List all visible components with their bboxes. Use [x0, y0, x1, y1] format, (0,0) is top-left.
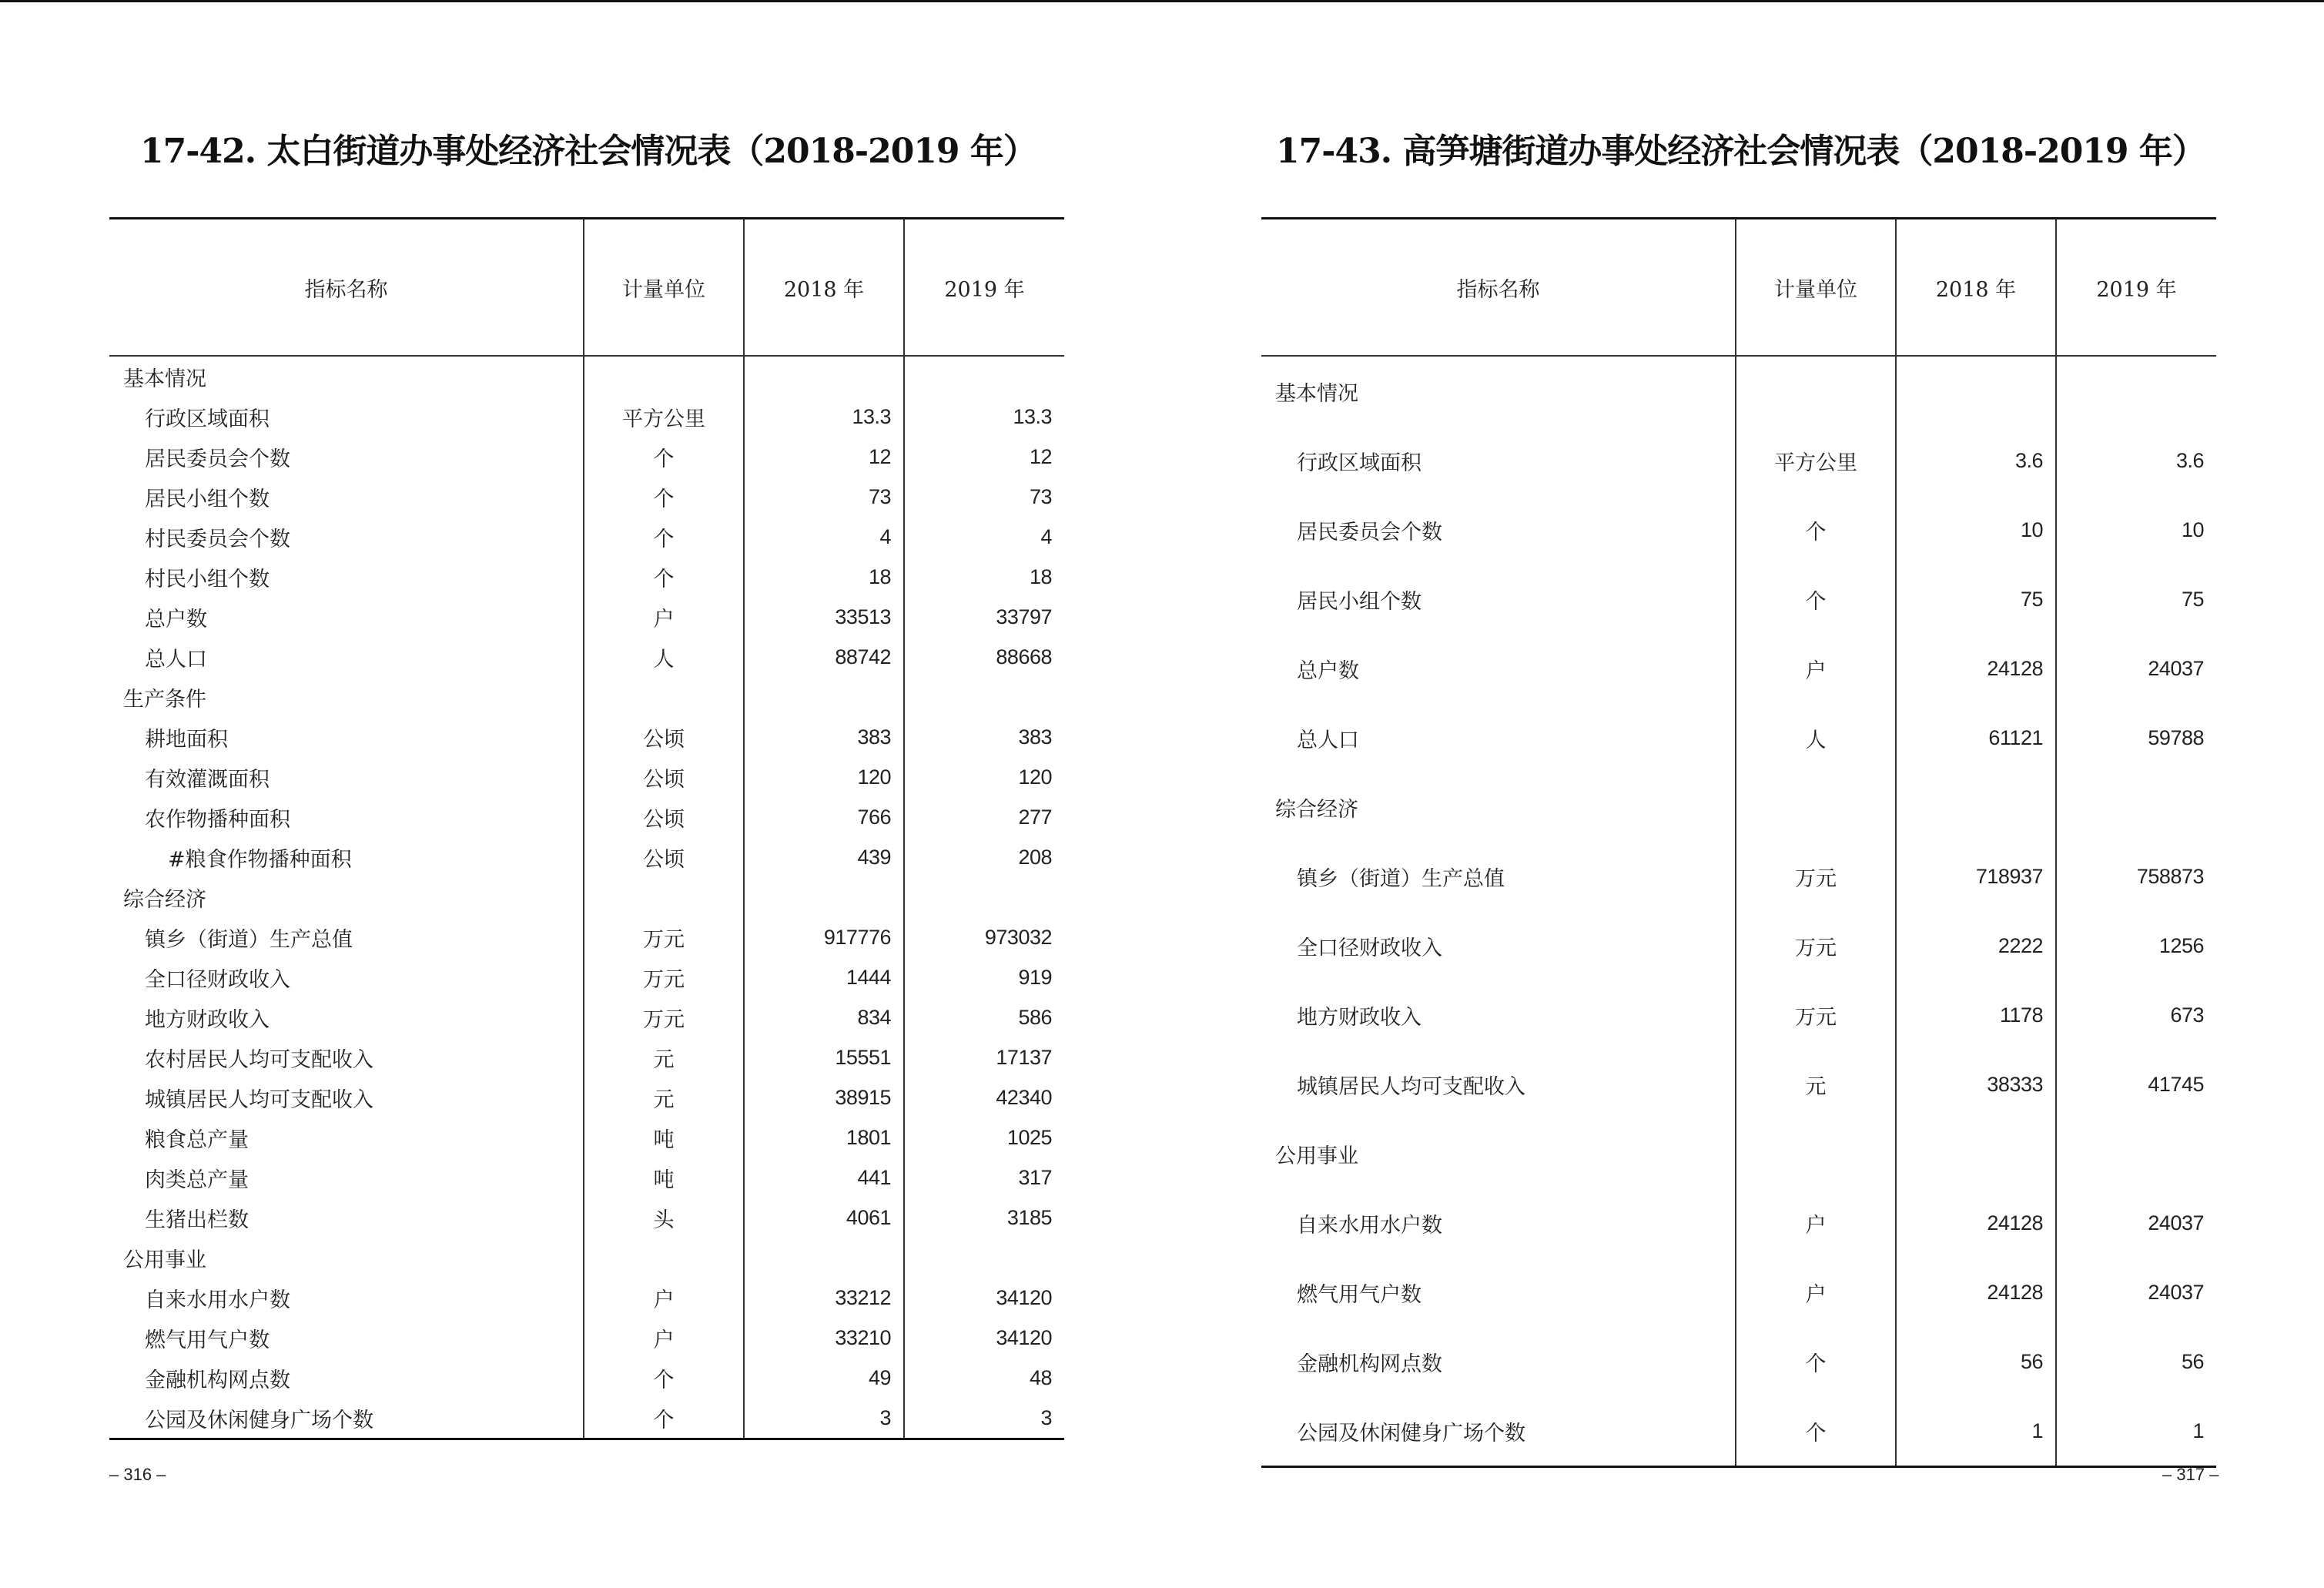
- unit-cell: 户: [584, 1278, 744, 1318]
- table-row: [109, 837, 1064, 877]
- value-2018: 75: [1896, 565, 2056, 634]
- unit-cell: 个: [1736, 1327, 1896, 1396]
- value-2019: 673: [2056, 980, 2216, 1050]
- indicator-name: 金融机构网点数: [145, 1368, 290, 1392]
- value-2019: 34120: [904, 1318, 1064, 1358]
- value-2018: 4: [744, 517, 904, 557]
- value-2018: [1896, 1119, 2056, 1188]
- table-row: [109, 1358, 1064, 1398]
- value-2019: 1256: [2056, 911, 2216, 980]
- unit-cell: [1736, 356, 1896, 426]
- value-2019: 10: [2056, 495, 2216, 565]
- indicator-name: 行政区域面积: [145, 407, 270, 431]
- table-row: [109, 1157, 1064, 1198]
- unit-cell: 万元: [584, 997, 744, 1037]
- value-2018: 10: [1896, 495, 2056, 565]
- value-2019: 383: [904, 717, 1064, 757]
- header-row: [1261, 219, 2216, 357]
- unit-cell: [584, 356, 744, 397]
- value-2019: 3185: [904, 1198, 1064, 1238]
- table-row: [109, 517, 1064, 557]
- value-2018: 441: [744, 1157, 904, 1198]
- value-2019: 12: [904, 437, 1064, 477]
- value-2019: 24037: [2056, 1258, 2216, 1327]
- table-row: [1261, 842, 2216, 911]
- unit-cell: 个: [584, 437, 744, 477]
- table-row: [1261, 1050, 2216, 1119]
- header-2019: 2019 年: [2056, 219, 2216, 357]
- unit-cell: 人: [584, 637, 744, 677]
- unit-cell: 户: [584, 597, 744, 637]
- value-2019: 88668: [904, 637, 1064, 677]
- indicator-name: 公用事业: [1275, 1144, 1358, 1168]
- unit-cell: 户: [584, 1318, 744, 1358]
- value-2019: [904, 356, 1064, 397]
- value-2018: 61121: [1896, 703, 2056, 772]
- indicator-name: 农作物播种面积: [145, 807, 290, 832]
- table-row: [1261, 426, 2216, 495]
- table-title: 17-43. 高笋塘街道办事处经济社会情况表（2018-2019 年）: [1276, 132, 2205, 171]
- unit-cell: [1736, 772, 1896, 842]
- unit-cell: 元: [1736, 1050, 1896, 1119]
- value-2019: 1: [2056, 1396, 2216, 1467]
- header-unit: 计量单位: [584, 219, 744, 357]
- indicator-name: 自来水用水户数: [145, 1288, 290, 1312]
- indicator-name: 居民小组个数: [1297, 589, 1422, 614]
- value-2018: 24128: [1896, 1188, 2056, 1258]
- indicator-name: 综合经济: [123, 887, 206, 912]
- table-row: [109, 1238, 1064, 1278]
- table-row: [109, 917, 1064, 957]
- indicator-name: 地方财政收入: [145, 1007, 270, 1032]
- value-2018: 38915: [744, 1077, 904, 1117]
- table-row: [109, 557, 1064, 597]
- value-2018: [744, 1238, 904, 1278]
- indicator-name: 城镇居民人均可支配收入: [1297, 1074, 1525, 1099]
- indicator-name: 公用事业: [123, 1248, 206, 1272]
- value-2019: [2056, 772, 2216, 842]
- value-2019: 59788: [2056, 703, 2216, 772]
- value-2018: 13.3: [744, 397, 904, 437]
- value-2019: [904, 1238, 1064, 1278]
- table-row: [1261, 1188, 2216, 1258]
- table-row: [109, 877, 1064, 917]
- indicator-name: 总户数: [145, 607, 207, 632]
- indicator-name: 居民小组个数: [145, 487, 270, 511]
- indicator-name: 基本情况: [123, 367, 206, 391]
- table-row: [1261, 1119, 2216, 1188]
- value-2018: 18: [744, 557, 904, 597]
- indicator-name: 镇乡（街道）生产总值: [1297, 866, 1505, 891]
- value-2019: 48: [904, 1358, 1064, 1398]
- value-2018: 33212: [744, 1278, 904, 1318]
- indicator-name: 地方财政收入: [1297, 1005, 1422, 1030]
- indicator-name: 燃气用气户数: [145, 1328, 270, 1352]
- value-2019: 1025: [904, 1117, 1064, 1157]
- value-2018: 1: [1896, 1396, 2056, 1467]
- value-2018: 439: [744, 837, 904, 877]
- header-unit: 计量单位: [1736, 219, 1896, 357]
- table-row: [1261, 1258, 2216, 1327]
- table-row: [109, 717, 1064, 757]
- unit-cell: 平方公里: [1736, 426, 1896, 495]
- indicator-name: 总户数: [1297, 658, 1359, 683]
- value-2019: 42340: [904, 1077, 1064, 1117]
- value-2019: 277: [904, 797, 1064, 837]
- value-2019: 41745: [2056, 1050, 2216, 1119]
- page-number: – 317 –: [2162, 1465, 2219, 1484]
- table-row: [1261, 495, 2216, 565]
- value-2019: 317: [904, 1157, 1064, 1198]
- value-2018: [744, 877, 904, 917]
- unit-cell: 公顷: [584, 837, 744, 877]
- value-2018: [1896, 356, 2056, 426]
- table-row: [1261, 772, 2216, 842]
- value-2019: 208: [904, 837, 1064, 877]
- table-title: 17-42. 太白街道办事处经济社会情况表（2018-2019 年）: [140, 132, 1036, 171]
- table-row: [1261, 565, 2216, 634]
- unit-cell: 平方公里: [584, 397, 744, 437]
- indicator-name: 全口径财政收入: [145, 967, 290, 992]
- header-indicator: 指标名称: [1261, 219, 1736, 357]
- value-2018: 33513: [744, 597, 904, 637]
- indicator-name: 镇乡（街道）生产总值: [145, 927, 353, 952]
- table-row: [109, 797, 1064, 837]
- value-2018: [744, 677, 904, 717]
- value-2019: 4: [904, 517, 1064, 557]
- value-2018: 834: [744, 997, 904, 1037]
- value-2019: 919: [904, 957, 1064, 997]
- value-2019: 3: [904, 1398, 1064, 1439]
- unit-cell: [1736, 1119, 1896, 1188]
- unit-cell: 公顷: [584, 717, 744, 757]
- indicator-name: 粮食总产量: [145, 1127, 249, 1152]
- unit-cell: 户: [1736, 1258, 1896, 1327]
- value-2019: 586: [904, 997, 1064, 1037]
- value-2019: 24037: [2056, 634, 2216, 703]
- value-2018: 766: [744, 797, 904, 837]
- unit-cell: 万元: [584, 957, 744, 997]
- value-2018: 24128: [1896, 634, 2056, 703]
- unit-cell: 个: [1736, 495, 1896, 565]
- value-2019: 56: [2056, 1327, 2216, 1396]
- value-2018: 12: [744, 437, 904, 477]
- indicator-name: 生猪出栏数: [145, 1208, 249, 1232]
- indicator-name: 自来水用水户数: [1297, 1213, 1442, 1238]
- table-row: [1261, 1327, 2216, 1396]
- header-2019: 2019 年: [904, 219, 1064, 357]
- unit-cell: 吨: [584, 1157, 744, 1198]
- unit-cell: [584, 1238, 744, 1278]
- value-2019: 24037: [2056, 1188, 2216, 1258]
- unit-cell: 个: [584, 1358, 744, 1398]
- indicator-name: 公园及休闲健身广场个数: [1297, 1421, 1525, 1446]
- unit-cell: 人: [1736, 703, 1896, 772]
- value-2018: 15551: [744, 1037, 904, 1077]
- value-2018: 3: [744, 1398, 904, 1439]
- stat-table: [109, 217, 1064, 1440]
- value-2018: 3.6: [1896, 426, 2056, 495]
- value-2019: 33797: [904, 597, 1064, 637]
- value-2019: [904, 677, 1064, 717]
- table-row: [109, 397, 1064, 437]
- value-2018: 73: [744, 477, 904, 517]
- unit-cell: [584, 877, 744, 917]
- table-row: [109, 997, 1064, 1037]
- table-row: [109, 757, 1064, 797]
- value-2019: 13.3: [904, 397, 1064, 437]
- header-2018: 2018 年: [744, 219, 904, 357]
- indicator-name: 全口径财政收入: [1297, 936, 1442, 960]
- value-2018: 88742: [744, 637, 904, 677]
- indicator-name: 燃气用气户数: [1297, 1282, 1422, 1307]
- table-row: [1261, 634, 2216, 703]
- value-2018: 24128: [1896, 1258, 2056, 1327]
- value-2018: [744, 356, 904, 397]
- unit-cell: 个: [584, 1398, 744, 1439]
- table-row: [109, 677, 1064, 717]
- page-number: – 316 –: [109, 1465, 166, 1484]
- indicator-name: 肉类总产量: [145, 1168, 249, 1192]
- table-row: [1261, 703, 2216, 772]
- indicator-name: 农村居民人均可支配收入: [145, 1047, 373, 1072]
- table-row: [109, 1077, 1064, 1117]
- header-indicator: 指标名称: [109, 219, 584, 357]
- value-2019: [2056, 356, 2216, 426]
- value-2018: [1896, 772, 2056, 842]
- indicator-name: 村民委员会个数: [145, 527, 290, 551]
- value-2019: 73: [904, 477, 1064, 517]
- unit-cell: 元: [584, 1077, 744, 1117]
- unit-cell: 万元: [1736, 911, 1896, 980]
- indicator-name: 总人口: [1297, 728, 1359, 752]
- value-2018: 1444: [744, 957, 904, 997]
- indicator-name: 总人口: [145, 647, 207, 672]
- header-row: [109, 219, 1064, 357]
- table-row: [1261, 356, 2216, 426]
- indicator-name: 金融机构网点数: [1297, 1352, 1442, 1376]
- table-row: [109, 477, 1064, 517]
- unit-cell: 万元: [1736, 842, 1896, 911]
- unit-cell: 个: [1736, 1396, 1896, 1467]
- value-2018: 718937: [1896, 842, 2056, 911]
- value-2018: 38333: [1896, 1050, 2056, 1119]
- table-row: [109, 437, 1064, 477]
- table-row: [109, 1398, 1064, 1439]
- table-row: [109, 597, 1064, 637]
- value-2019: 973032: [904, 917, 1064, 957]
- unit-cell: 公顷: [584, 797, 744, 837]
- header-2018: 2018 年: [1896, 219, 2056, 357]
- indicator-name: 城镇居民人均可支配收入: [145, 1087, 373, 1112]
- value-2018: 1178: [1896, 980, 2056, 1050]
- table-row: [109, 1318, 1064, 1358]
- indicator-name: 村民小组个数: [145, 567, 270, 591]
- value-2019: 18: [904, 557, 1064, 597]
- unit-cell: 元: [584, 1037, 744, 1077]
- unit-cell: 个: [584, 517, 744, 557]
- table-row: [1261, 980, 2216, 1050]
- indicator-name: 居民委员会个数: [145, 447, 290, 471]
- unit-cell: 万元: [1736, 980, 1896, 1050]
- table-row: [109, 1037, 1064, 1077]
- unit-cell: 公顷: [584, 757, 744, 797]
- value-2019: 34120: [904, 1278, 1064, 1318]
- indicator-name: 行政区域面积: [1297, 451, 1422, 475]
- table-row: [1261, 911, 2216, 980]
- unit-cell: 头: [584, 1198, 744, 1238]
- table-row: [109, 356, 1064, 397]
- indicator-name: 生产条件: [123, 687, 206, 712]
- unit-cell: [584, 677, 744, 717]
- value-2019: [2056, 1119, 2216, 1188]
- unit-cell: 个: [1736, 565, 1896, 634]
- value-2019: 17137: [904, 1037, 1064, 1077]
- indicator-name: 公园及休闲健身广场个数: [145, 1408, 373, 1432]
- value-2018: 2222: [1896, 911, 2056, 980]
- unit-cell: 户: [1736, 634, 1896, 703]
- unit-cell: 吨: [584, 1117, 744, 1157]
- value-2018: 120: [744, 757, 904, 797]
- table-row: [109, 1278, 1064, 1318]
- unit-cell: 户: [1736, 1188, 1896, 1258]
- value-2019: 120: [904, 757, 1064, 797]
- indicator-name: 居民委员会个数: [1297, 520, 1442, 544]
- value-2019: [904, 877, 1064, 917]
- indicator-name: #粮食作物播种面积: [168, 847, 352, 872]
- value-2018: 33210: [744, 1318, 904, 1358]
- table-row: [109, 637, 1064, 677]
- indicator-name: 耕地面积: [145, 727, 228, 752]
- value-2019: 3.6: [2056, 426, 2216, 495]
- value-2018: 4061: [744, 1198, 904, 1238]
- indicator-name: 综合经济: [1275, 797, 1358, 822]
- stat-table: [1261, 217, 2216, 1468]
- indicator-name: 基本情况: [1275, 381, 1358, 406]
- indicator-name: 有效灌溉面积: [145, 767, 270, 792]
- page-317: [1162, 0, 2324, 1588]
- value-2018: 56: [1896, 1327, 2056, 1396]
- value-2018: 917776: [744, 917, 904, 957]
- table-row: [109, 1117, 1064, 1157]
- table-row: [109, 957, 1064, 997]
- value-2018: 49: [744, 1358, 904, 1398]
- table-row: [1261, 1396, 2216, 1467]
- value-2019: 75: [2056, 565, 2216, 634]
- value-2018: 1801: [744, 1117, 904, 1157]
- value-2018: 383: [744, 717, 904, 757]
- table-row: [109, 1198, 1064, 1238]
- unit-cell: 万元: [584, 917, 744, 957]
- value-2019: 758873: [2056, 842, 2216, 911]
- unit-cell: 个: [584, 557, 744, 597]
- unit-cell: 个: [584, 477, 744, 517]
